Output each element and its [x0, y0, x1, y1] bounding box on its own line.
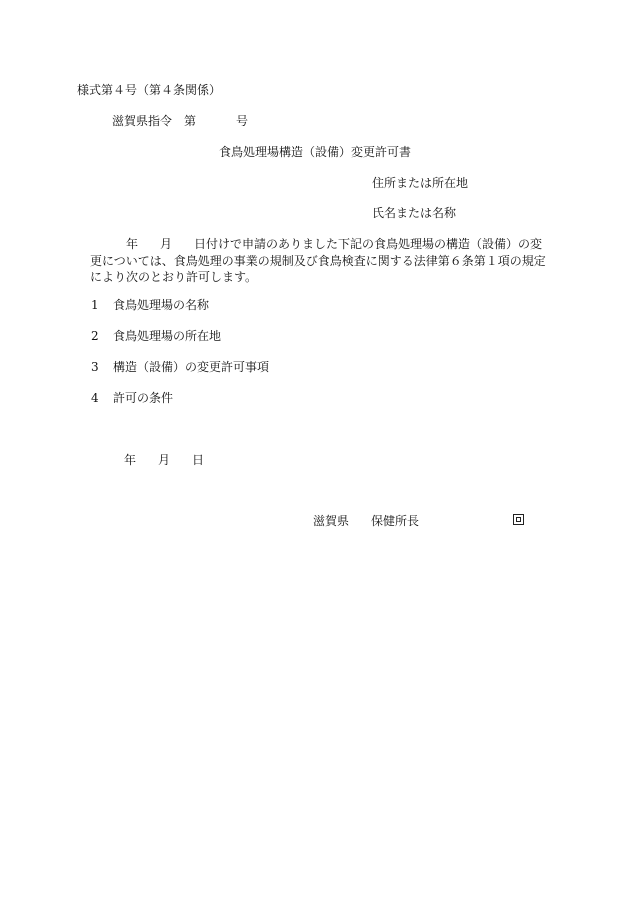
item-label: 食鳥処理場の所在地: [113, 329, 222, 343]
item-number: 2: [91, 329, 99, 343]
item-2: [91, 329, 221, 343]
issue-date: [124, 453, 204, 467]
item-4: [91, 391, 173, 405]
issuer-title: 保健所長: [371, 514, 420, 528]
date-year: 年: [124, 453, 137, 467]
address-label: 住所または所在地: [372, 176, 469, 190]
item-label: 食鳥処理場の名称: [113, 298, 210, 312]
issuer-prefecture: 滋賀県: [313, 514, 350, 528]
item-label: 許可の条件: [113, 391, 174, 405]
item-3: [91, 360, 269, 374]
body-year: 年: [126, 237, 139, 251]
command-go: 号: [236, 114, 249, 128]
body-paragraph: [90, 236, 552, 286]
date-month: 月: [158, 453, 171, 467]
issuer-line: [313, 514, 419, 528]
form-number: 様式第４号（第４条関係）: [77, 83, 222, 97]
name-label: 氏名または名称: [372, 206, 457, 220]
item-number: 4: [91, 391, 99, 405]
item-label: 構造（設備）の変更許可事項: [113, 360, 270, 374]
body-month: 月: [160, 237, 173, 251]
item-1: [91, 298, 209, 312]
item-number: 3: [91, 360, 99, 374]
item-number: 1: [91, 298, 99, 312]
document-title: 食鳥処理場構造（設備）変更許可書: [219, 145, 412, 159]
command-number-line: [112, 114, 248, 128]
command-prefix: 滋賀県指令: [112, 114, 173, 128]
body-text: 日付けで申請のありました下記の食鳥処理場の構造（設備）の変更については、食鳥処理の事業の規制及び食鳥検査に関する法律第６条第１項の規定により次のとおり許可します。: [90, 237, 546, 284]
command-dai: 第: [184, 114, 197, 128]
official-seal-icon: [513, 514, 524, 525]
date-day: 日: [192, 453, 205, 467]
